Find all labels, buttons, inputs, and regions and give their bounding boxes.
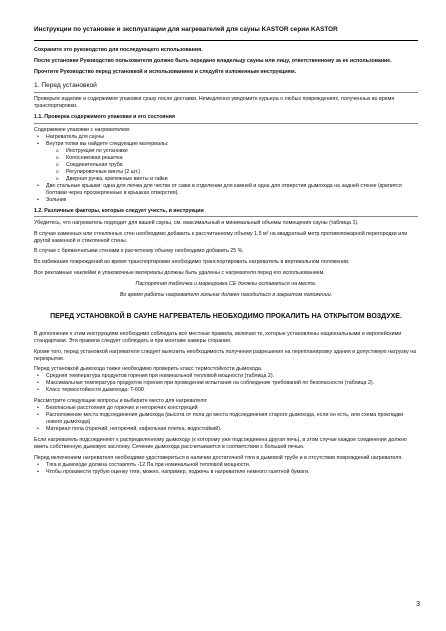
list-item: • Средняя температура продуктов горения при номинальной тепловой мощности (таблица 2).: [34, 373, 418, 380]
document-page: [34, 26, 418, 478]
section-1-divider: [34, 92, 418, 93]
package-contents-lead: Содержимое упаковки с нагревателем:: [34, 126, 131, 133]
list-item: • Класс термостойкости дымохода: T-600: [34, 387, 418, 394]
intro-line-3: Прочтите Руководство перед установкой и использованием и следуйте изложенным инструкциям.: [34, 68, 297, 75]
paragraph: Во избежание повреждений во время транспортировки необходимо транспортировать нагреватель в вертикальном положении.: [34, 258, 350, 265]
chimney-lead: Перед установкой дымохода также необходимо проверить класс термостойкости дымохода.: [34, 366, 263, 373]
final-lead: Перед включением нагревателя необходимо удостовериться в наличии достаточной тяги в дымовой трубе и в отсутствии повреждений нагревателя.: [34, 455, 403, 462]
warning-title: ПЕРЕД УСТАНОВКОЙ В САУНЕ НАГРЕВАТЕЛЬ НЕОБХОДИМО ПРОКАЛИТЬ НА ОТКРЫТОМ ВОЗДУХЕ.: [50, 312, 402, 320]
list-subitem: o Колосниковая решетка: [34, 155, 418, 162]
page-number: 3: [416, 600, 420, 608]
final-list: [34, 462, 418, 476]
placement-lead: Рассмотрите следующие вопросы и выберите место для нагревателя:: [34, 398, 208, 405]
section-1-2-title: 1.2. Различные факторы, которые следует учесть, и инструкции: [34, 207, 204, 214]
list-item: • Нагреватель для сауны: [34, 134, 418, 141]
section-1-1-title: 1.1. Проверка содержимого упаковки и его состояния: [34, 114, 175, 121]
list-subitem: o Дверная ручка, крепежные винты и гайки: [34, 176, 418, 183]
section-1-1-divider: [34, 123, 418, 124]
section-1-title: 1. Перед установкой: [34, 81, 97, 89]
list-item: • Расположение места подсоединения дымохода (высота от пола до места подсоединения старого дымохода, если он есть, или схема прокладки нового дымохода): [34, 412, 418, 426]
list-subitem: o Соединительная труба: [34, 162, 418, 169]
list-item: • Максимальная температура продуктов горения при проведении испытания на соблюдение требований по безопасности (таблица 2).: [34, 380, 418, 387]
list-item: • Зольник: [34, 197, 418, 204]
list-subitem: o Регулировочные винты (2 шт.): [34, 169, 418, 176]
paragraph: Если нагреватель подсоединяют к распределенному дымоходу (к которому уже подсоединена другая печь), в этом случае каждое соединение должно иметь собственную дымовую заслонку. Сечение дымохода рассчитывается в соответствии с большей печью.: [34, 437, 407, 451]
list-item: • Чтобы произвести грубую оценку тяги, можно, например, поджечь в нагревателе немного газетной бумаги.: [34, 469, 418, 476]
italic-note-1: Паспортная табличка и маркировка CE должны оставаться на месте.: [135, 280, 317, 287]
italic-note-2: Во время работы нагревателя зольник должен находиться в закрытом положении.: [119, 291, 333, 298]
intro-line-2: После установки Руководство пользователя должно быть передано владельцу сауны или лицу, ответственному за ее использование.: [34, 58, 392, 65]
package-contents-list: [34, 134, 418, 204]
paragraph: В случае с бревенчатыми стенами к расчетному объему необходимо добавить 25 %.: [34, 248, 244, 255]
placement-list: [34, 405, 418, 433]
paragraph: Все рекламные наклейки и упаковочные материалы должны быть удалены с нагревателя перед его использованием.: [34, 269, 325, 276]
list-item: • Безопасные расстояния до горючих и негорючих конструкций: [34, 405, 418, 412]
paragraph: Кроме того, перед установкой нагревателя следует выяснить необходимость получения разрешения на перепланировку здания и допустимую нагрузку на перекрытие.: [34, 348, 417, 362]
list-item: • Материал пола (горючий, негорючий, кафельная плитка, водостойкий).: [34, 426, 418, 433]
paragraph: Убедитесь, что нагреватель подходит для вашей сауны, см. максимальный и минимальный объемы помещения сауны (таблица 1).: [34, 220, 359, 227]
list-item: • Внутри топки вы найдете следующие материалы:: [34, 141, 418, 148]
section-1-2-divider: [34, 216, 418, 217]
list-item: • Две стальные крышки: одна для лючка для чистки от сажи в отделении для камней и одна для отверстия дымохода на задней стенке (крепится болтами через просверленные в крышках отверстия).: [34, 183, 418, 197]
title-divider: [34, 40, 418, 41]
paragraph: В случае каменных или стеклянных стен необходимо добавить к рассчитанному объему 1,5 м³ на квадратный метр противопожарной перегородки или другой каменной и стеклянной стены.: [34, 230, 408, 244]
list-item: • Тяга в дымоходе должна составлять -12 Па при номинальной тепловой мощности.: [34, 462, 418, 469]
section-1-text: Проверьте изделие и содержимое упаковки сразу после доставки. Немедленно уведомите курьера о любых повреждениях, полученных во время транспортировки.: [34, 96, 395, 110]
chimney-list: [34, 373, 418, 394]
paragraph: В дополнение к этим инструкциям необходимо соблюдать все местные правила, включая те, которые установлены национальными и европейскими стандартами. Эти правила следует соблюдать и при монтаже камеры сгорания.: [34, 331, 402, 345]
intro-line-1: Сохраните это руководство для последующего использования.: [34, 47, 203, 54]
list-subitem: o Инструкция по установке: [34, 148, 418, 155]
document-title: Инструкции по установке и эксплуатации для нагревателей для сауны KASTOR серии KASTOR: [34, 26, 338, 33]
